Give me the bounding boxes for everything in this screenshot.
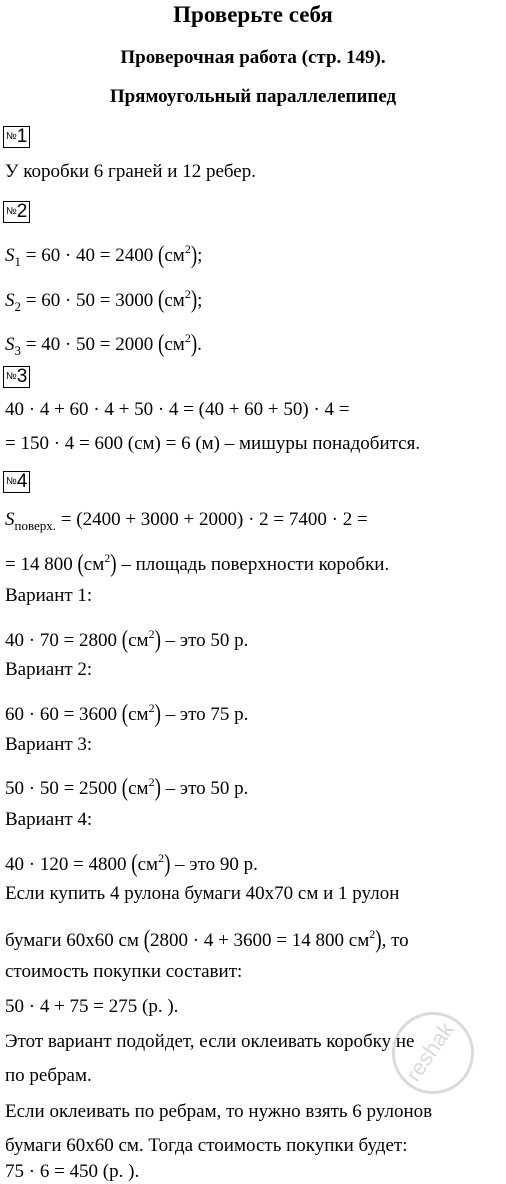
variant-label: Вариант 3:	[5, 734, 93, 755]
cost-calculation: 50 · 4 + 75 = 275 (р. ).	[5, 996, 179, 1017]
number-sign: №	[6, 476, 17, 487]
conclusion-line: стоимость покупки составит:	[5, 961, 243, 982]
variant-expression: 40 · 120 = 4800	[5, 854, 132, 875]
unit-exponent: 2	[104, 551, 111, 565]
task-number-badge	[3, 201, 30, 223]
punctuation: .	[197, 334, 202, 355]
conclusion-line: Если купить 4 рулона бумаги 40х70 см и 1 рулон	[5, 883, 400, 904]
task2-s1-line: $S_1 = 60 \cdot 40 = 2400$ $(см^2)$;	[5, 241, 203, 270]
number-sign: №	[6, 131, 17, 142]
area-subscript: поверх.	[14, 518, 57, 533]
unit: см	[137, 854, 159, 875]
page-subtitle: Проверочная работа (стр. 149).	[120, 47, 386, 68]
number-sign: №	[6, 206, 17, 217]
area-subscript: 3	[14, 343, 21, 358]
area-subscript: 2	[14, 299, 21, 314]
area-variable: S	[5, 509, 15, 530]
number-sign: №	[6, 371, 17, 382]
variant-label: Вариант 2:	[5, 659, 93, 680]
unit-exponent: 2	[184, 331, 191, 345]
calculation: 2800 · 4 + 3600 = 14 800 см	[150, 930, 370, 951]
task-number: 4	[16, 471, 28, 492]
task-number: 2	[16, 201, 28, 222]
conclusion-line: Если оклеивать по ребрам, то нужно взять 6 рулонов	[5, 1101, 433, 1122]
task-number: 1	[16, 126, 28, 147]
unit-exponent: 2	[184, 242, 191, 256]
result-description: – площадь поверхности коробки.	[116, 554, 390, 575]
area-variable: S	[5, 290, 15, 311]
task3-line-1: 40 · 4 + 60 · 4 + 50 · 4 = (40 + 60 + 50) · 4 =	[5, 399, 350, 420]
punctuation: ;	[197, 290, 203, 311]
variant-expression: 60 · 60 = 3600	[5, 704, 122, 725]
variant-line: 40 · 70 = 2800 $(см^2)$ – это 50 р.	[5, 626, 249, 655]
variant-label: Вариант 1:	[5, 585, 93, 606]
variant-line: 40 · 120 = 4800 $(см^2)$ – это 90 р.	[5, 850, 258, 879]
area-expression: = 60 · 40 = 2400	[21, 245, 159, 266]
conclusion-line: по ребрам.	[5, 1065, 92, 1086]
unit: см	[128, 778, 149, 799]
topic-heading: Прямоугольный параллелепипед	[109, 86, 397, 107]
unit: см	[83, 554, 105, 575]
area-subscript: 1	[14, 254, 21, 269]
surface-area-line	[5, 508, 368, 538]
task-number-badge	[3, 471, 30, 493]
unit-exponent: 2	[184, 287, 191, 301]
variant-expression: 50 · 50 = 2500	[5, 778, 122, 799]
unit: см	[164, 334, 185, 355]
variant-price: – это 90 р.	[170, 854, 258, 875]
task-number: 3	[16, 366, 28, 387]
area-expression: = 40 · 50 = 2000	[21, 334, 159, 355]
task3-line-2: = 150 · 4 = 600 (см) = 6 (м) – мишуры понадобится.	[5, 433, 421, 454]
cost-calculation: 75 · 6 = 450 (р. ).	[5, 1161, 140, 1182]
unit-exponent: 2	[148, 775, 155, 789]
area-variable: S	[5, 245, 15, 266]
unit: см	[164, 245, 185, 266]
conclusion-line: Этот вариант подойдет, если оклеивать коробку не	[5, 1031, 415, 1052]
unit: см	[164, 290, 185, 311]
unit-exponent: 2	[148, 701, 155, 715]
variant-line: 60 · 60 = 3600 $(см^2)$ – это 75 р.	[5, 700, 249, 729]
variant-price: – это 50 р.	[160, 630, 249, 651]
variant-label: Вариант 4:	[5, 809, 93, 830]
punctuation: ;	[197, 245, 203, 266]
conclusion-line: бумаги 60х60 см (2800 · 4 + 3600 = 14 800 $см^2$), то	[5, 926, 409, 955]
conclusion-text: бумаги 60х60 см	[5, 930, 144, 951]
unit: см	[128, 704, 149, 725]
surface-area-result: = 14 800 $(см^2)$ – площадь поверхности коробки.	[5, 550, 390, 579]
task2-s2-line: $S_2 = 60 \cdot 50 = 3000$ $(см^2)$;	[5, 286, 203, 315]
variant-price: – это 75 р.	[160, 704, 249, 725]
unit-exponent: 2	[158, 851, 165, 865]
area-expression: = 60 · 50 = 3000	[21, 290, 159, 311]
task2-s3-line: $S_3 = 40 \cdot 50 = 2000$ $(см^2)$.	[5, 330, 202, 359]
page-title: Проверьте себя	[173, 2, 333, 27]
area-value: = 14 800	[5, 554, 78, 575]
unit-exponent: 2	[369, 927, 376, 941]
task1-answer: У коробки 6 граней и 12 ребер.	[5, 161, 256, 182]
conclusion-text: , то	[381, 930, 409, 951]
area-variable: S	[5, 334, 15, 355]
conclusion-line: бумаги 60х60 см. Тогда стоимость покупки будет:	[5, 1135, 408, 1156]
unit: см	[128, 630, 149, 651]
task-number-badge	[3, 366, 30, 388]
task-number-badge	[3, 126, 30, 148]
variant-line: 50 · 50 = 2500 $(см^2)$ – это 50 р.	[5, 774, 249, 803]
watermark-text: reshak	[400, 1017, 459, 1086]
unit-exponent: 2	[148, 627, 155, 641]
variant-expression: 40 · 70 = 2800	[5, 630, 122, 651]
variant-price: – это 50 р.	[160, 778, 249, 799]
area-expression: = (2400 + 3000 + 2000) · 2 = 7400 · 2 =	[56, 509, 368, 530]
